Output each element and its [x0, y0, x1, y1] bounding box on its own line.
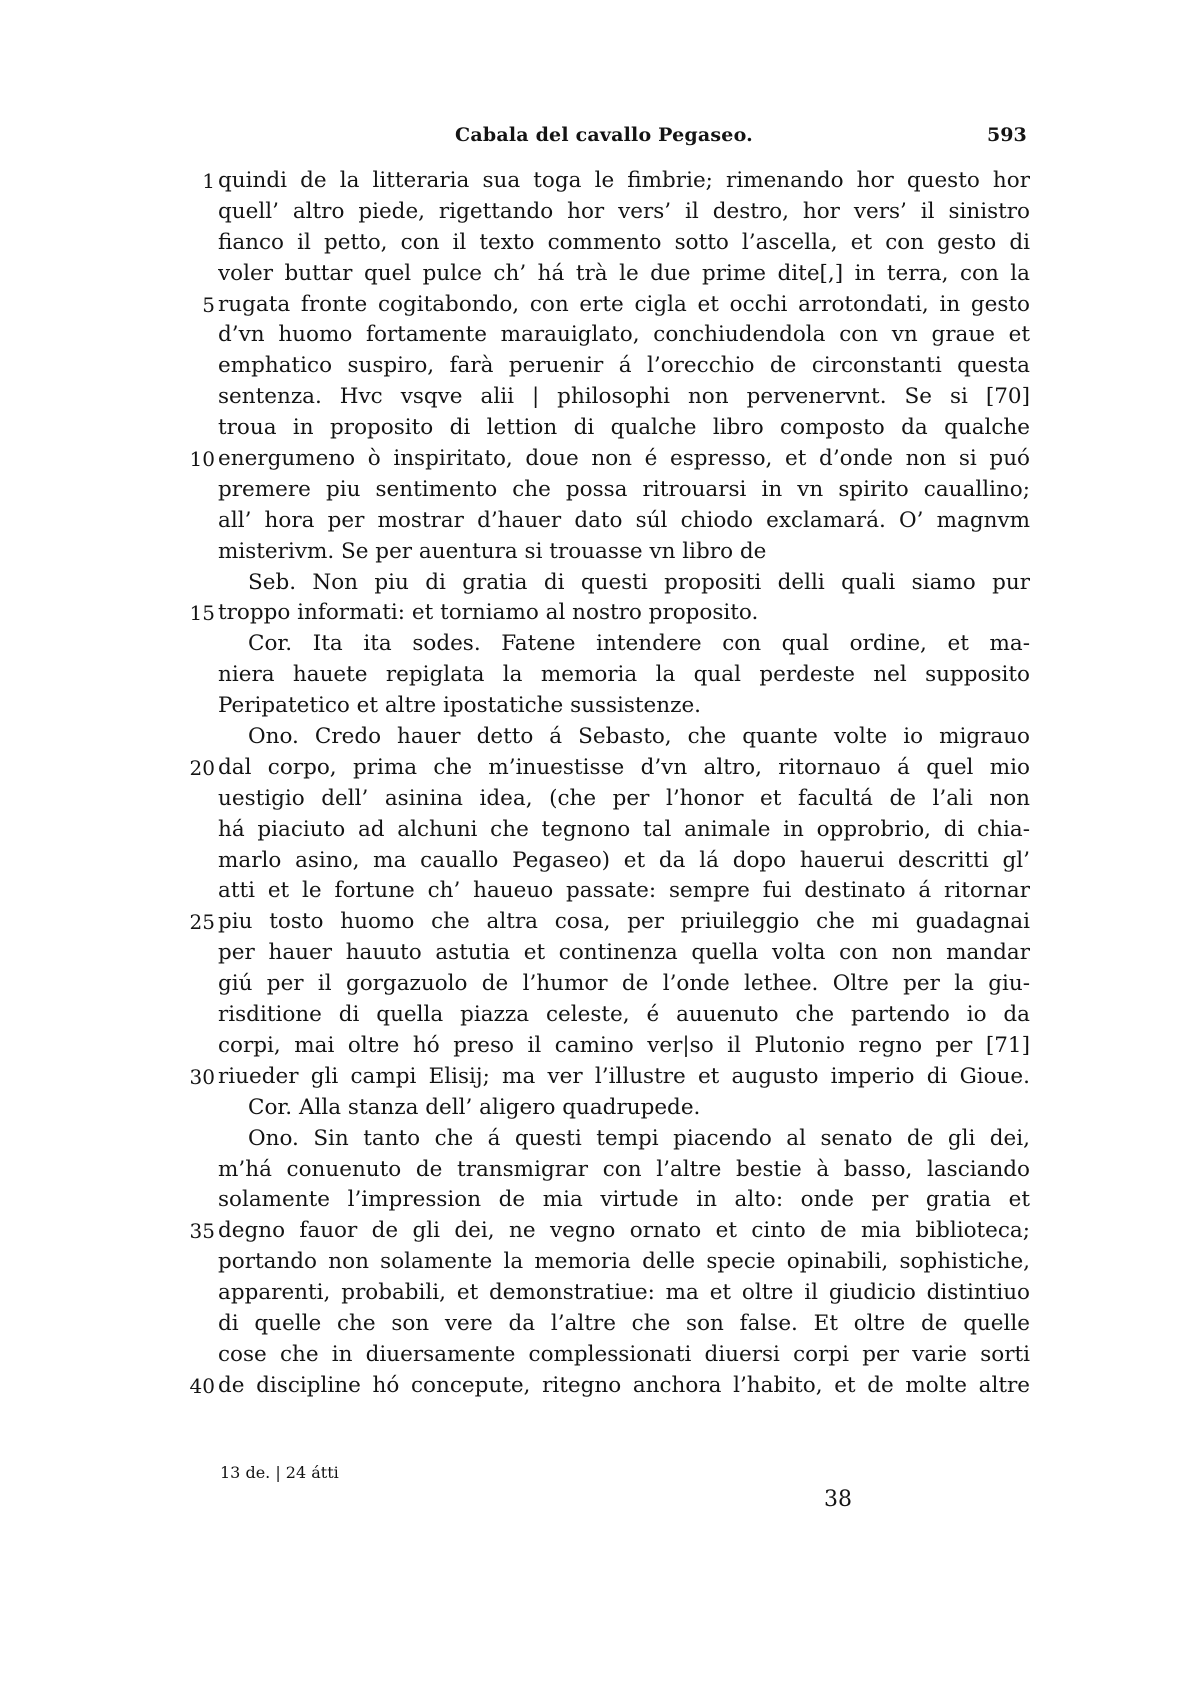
text-line [170, 259, 1030, 290]
text-line [170, 1155, 1030, 1186]
line-text: apparenti, probabili, et demonstratiue: ma et oltre il giudicio distintiuo [218, 1280, 1030, 1306]
line-text: piu tosto huomo che altra cosa, per priuileggio che mi guadagnai [218, 909, 1030, 935]
line-number: 1 [202, 169, 215, 193]
line-text: m’há conuenuto de transmigrar con l’altre bestie à basso, lasciando [218, 1156, 1030, 1182]
text-line [170, 537, 1030, 568]
line-text: quindi de la litteraria sua toga le fimbrie; rimenando hor questo hor [218, 168, 1030, 193]
text-line [170, 1031, 1030, 1062]
footnote-apparatus: 13 de. | 24 átti [220, 1463, 339, 1482]
text-line [170, 1371, 1030, 1402]
line-number: 25 [189, 910, 215, 935]
line-text: Ono. Credo hauer detto á Sebasto, che quante volte io migrauo [248, 724, 1030, 750]
text-line [170, 1093, 1030, 1124]
line-number: 40 [189, 1373, 215, 1398]
line-text: dal corpo, prima che m’inuestisse d’vn altro, ritornauo á quel mio [218, 754, 1030, 780]
line-text: sentenza. Hvc vsqve alii | philosophi non pervenervnt. Se si [70] [218, 384, 1030, 410]
line-text: atti et le fortune ch’ haueuo passate: sempre fui destinato á ritornar [218, 878, 1030, 904]
line-number: 30 [189, 1064, 215, 1089]
text-line [170, 166, 1030, 197]
text-line [170, 598, 1030, 629]
line-text: uestigio dell’ asinina idea, (che per l’honor et facultá de l’ali non [218, 785, 1030, 811]
text-line [170, 907, 1030, 938]
text-line [170, 753, 1030, 784]
line-text: all’ hora per mostrar d’hauer dato súl chiodo exclamará. O’ magnvm [218, 507, 1030, 533]
line-text: emphatico suspiro, farà peruenir á l’orecchio de circonstanti questa [218, 353, 1030, 379]
line-text: fianco il petto, con il texto commento sotto l’ascella, et con gesto di [218, 229, 1030, 255]
line-text: portando non solamente la memoria delle specie opinabili, sophistiche, [218, 1249, 1030, 1275]
text-line [170, 351, 1030, 382]
text-line [170, 1340, 1030, 1371]
text-line [170, 969, 1030, 1000]
line-text: premere piu sentimento che possa ritrouarsi in vn spirito cauallino; [218, 476, 1030, 502]
text-line [170, 876, 1030, 907]
line-number: 15 [189, 601, 215, 626]
text-line [170, 1062, 1030, 1093]
line-text: niera hauete repiglata la memoria la qual perdeste nel supposito [218, 662, 1030, 688]
text-line [170, 1247, 1030, 1278]
line-text: risditione di quella piazza celeste, é auuenuto che partendo io da [218, 1002, 1030, 1028]
line-text: per hauer hauuto astutia et continenza quella volta con non mandar [218, 940, 1030, 966]
line-text: giú per il gorgazuolo de l’humor de l’onde lethee. Oltre per la giu- [218, 971, 1030, 997]
line-text: rugata fronte cogitabondo, con erte cigla et occhi arrotondati, in gesto [218, 291, 1030, 317]
text-line [170, 691, 1030, 722]
line-text: Seb. Non piu di gratia di questi propositi delli quali siamo pur [248, 569, 1030, 595]
line-text: riueder gli campi Elisij; ma ver l’illustre et augusto imperio di Gioue. [218, 1063, 1030, 1089]
text-line [170, 1216, 1030, 1247]
line-text: d’vn huomo fortamente marauiglato, conchiudendola con vn graue et [218, 322, 1030, 348]
running-title: Cabala del cavallo Pegaseo. [455, 124, 753, 146]
line-text: misterivm. Se per auentura si trouasse vn libro de [218, 538, 767, 564]
line-text: voler buttar quel pulce ch’ há trà le due prime dite[,] in terra, con la [218, 260, 1030, 286]
line-text: Ono. Sin tanto che á questi tempi piacendo al senato de gli dei, [248, 1125, 1030, 1151]
body-text [170, 166, 1030, 1402]
text-line [170, 722, 1030, 753]
text-line [170, 815, 1030, 846]
text-line [170, 1309, 1030, 1340]
text-line [170, 506, 1030, 537]
text-line [170, 475, 1030, 506]
line-text: degno fauor de gli dei, ne vegno ornato et cinto de mia biblioteca; [218, 1218, 1030, 1244]
line-text: Peripatetico et altre ipostatiche sussistenze. [218, 693, 702, 719]
text-line [170, 413, 1030, 444]
line-text: cose che in diuersamente complessionati diuersi corpi per varie sorti [218, 1341, 1030, 1367]
line-text: solamente l’impression de mia virtude in alto: onde per gratia et [218, 1187, 1030, 1213]
line-text: troppo informati: et torniamo al nostro proposito. [218, 600, 759, 626]
line-text: de discipline hó concepute, ritegno anchora l’habito, et de molte altre [218, 1372, 1030, 1398]
text-line [170, 1278, 1030, 1309]
line-text: quell’ altro piede, rigettando hor vers’ il destro, hor vers’ il sinistro [218, 198, 1030, 224]
line-number: 5 [202, 292, 215, 317]
line-text: há piaciuto ad alchuni che tegnono tal animale in opprobrio, di chia- [218, 816, 1030, 842]
line-text: troua in proposito di lettion di qualche libro composto da qualche [218, 415, 1030, 441]
line-number: 35 [189, 1219, 215, 1244]
signature-mark: 38 [824, 1487, 852, 1512]
text-line [170, 320, 1030, 351]
text-line [170, 846, 1030, 877]
page-number: 593 [987, 124, 1027, 146]
text-line [170, 660, 1030, 691]
text-line [170, 784, 1030, 815]
text-line [170, 1185, 1030, 1216]
text-line [170, 228, 1030, 259]
text-line [170, 629, 1030, 660]
text-line [170, 938, 1030, 969]
line-text: energumeno ò inspiritato, doue non é espresso, et d’onde non si puó [218, 446, 1030, 472]
line-number: 10 [189, 447, 215, 472]
text-line [170, 1124, 1030, 1155]
text-line [170, 1000, 1030, 1031]
text-line [170, 197, 1030, 228]
line-number: 20 [189, 755, 215, 780]
line-text: corpi, mai oltre hó preso il camino ver|so il Plutonio regno per [71] [218, 1032, 1030, 1058]
text-line [170, 444, 1030, 475]
text-line [170, 382, 1030, 413]
line-text: Cor. Ita ita sodes. Fatene intendere con qual ordine, et ma- [248, 631, 1030, 657]
line-text: marlo asino, ma cauallo Pegaseo) et da lá dopo hauerui descritti gl’ [218, 847, 1030, 873]
text-line [170, 290, 1030, 321]
line-text: di quelle che son vere da l’altre che son false. Et oltre de quelle [218, 1310, 1030, 1336]
line-text: Cor. Alla stanza dell’ aligero quadrupede. [248, 1094, 701, 1120]
text-line [170, 568, 1030, 599]
